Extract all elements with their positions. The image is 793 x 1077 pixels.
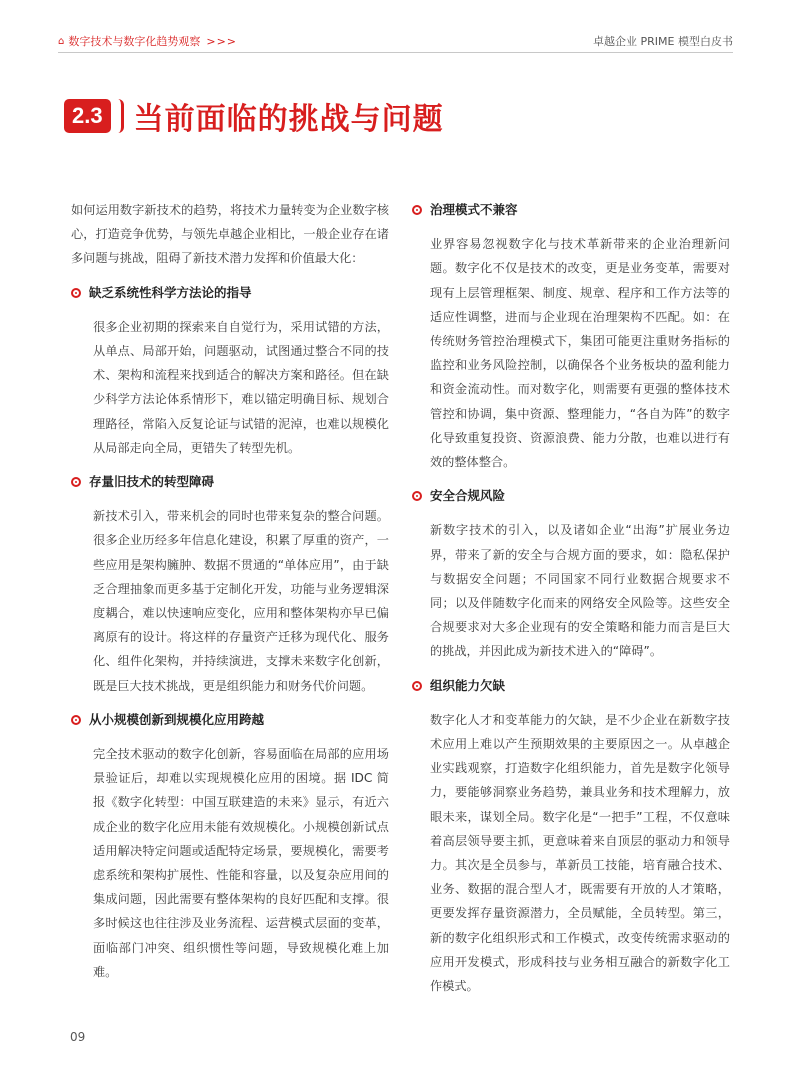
left-column (71, 198, 389, 990)
bullet-icon (71, 715, 81, 725)
item-title: 存量旧技术的转型障碍 (89, 474, 215, 490)
item-title: 从小规模创新到规模化应用跨越 (89, 711, 265, 727)
item-body: 很多企业初期的探索来自自觉行为，采用试错的方法，从单点、局部开始，问题驱动，试图通过整合不同的技术、架构和流程来找到适合的解决方案和路径。但在缺少科学方法论体系情形下，难以锚定明确目标、规划合理路径，常陷入反复论证与试错的泥淖，也难以规模化从局部走向全局，更错失了转型先机。 (93, 319, 389, 455)
item-heading (71, 708, 389, 732)
item-title: 组织能力欠缺 (430, 677, 506, 693)
item-title: 治理模式不兼容 (430, 202, 518, 217)
item-body: 新技术引入，带来机会的同时也带来复杂的整合问题。很多企业历经多年信息化建设，积累了厚重的资产，一些应用是架构臃肿、数据不贯通的“单体应用”，由于缺乏合理抽象而更多基于定制化开发，功能与业务逻辑深度耦合，难以快速响应变化，应用和整体架构亦早已偏离原有的设计。将这样的存量资产迁移为现代化、服务化、组件化架构，并持续演进，支撑未来数字化创新，既是巨大技术挑战，更是组织能力和财务代价问题。 (93, 509, 389, 693)
item-heading (412, 198, 730, 222)
section-number-badge: 2.3 (64, 99, 111, 133)
item-title: 缺乏系统性科学方法论的指导 (89, 284, 252, 300)
bullet-icon (412, 491, 422, 501)
breadcrumb[interactable] (58, 33, 237, 49)
breadcrumb-label: 数字技术与数字化趋势观察 (68, 35, 201, 48)
page-header (58, 30, 733, 53)
item-body: 业界容易忽视数字化与技术革新带来的企业治理新问题。数字化不仅是技术的改变，更是业务变革，需要对现有上层管理框架、制度、规章、程序和工作方法等的适应性调整，进而与企业现在治理架构不匹配。如：在传统财务管控治理模式下，集团可能更注重财务指标的监控和业务风险控制，以确保各个业务板块的盈利能力和资金流动性。而对数字化，则需要有更强的整体技术管控和协调，集中资源、整理能力，“各自为阵”的数字化导致重复投资、资源浪费、能力分散，也难以进行有效的整体整合。 (430, 237, 730, 470)
bullet-icon (71, 477, 81, 487)
bullet-icon (412, 205, 422, 215)
bullet-icon (412, 681, 422, 691)
item-title: 安全合规风险 (430, 488, 506, 504)
item-heading (412, 484, 730, 508)
item-body: 数字化人才和变革能力的欠缺，是不少企业在新数字技术应用上难以产生预期效果的主要原因之一。从卓越企业实践观察，打造数字化组织能力，首先是数字化领导力，要能够洞察业务趋势，兼具业务和技术理解力，放眼未来，谋划全局。数字化是“一把手”工程，不仅意味着高层领导要主抓，更意味着来自顶层的驱动力和领导力。其次是全员参与，革新员工技能，培育融合技术、业务、数据的混合型人才，既需要有开放的人才策略，更要发挥存量资源潜力，全员赋能，全员转型。第三，新的数字化组织形式和工作模式，改变传统需求驱动的应用开发模式，形成科技与业务相互融合的新数字化工作模式。 (430, 712, 730, 994)
item-body: 完全技术驱动的数字化创新，容易面临在局部的应用场景验证后，却难以实现规模化应用的困境。据 IDC 简报《数字化转型：中国互联建造的未来》显示，有近六成企业的数字化应用未能有效规模化。小规模创新试点适用解决特定问题或适配特定场景，要规模化，需要考虑系统和架构扩展性、性能和容量，以及复杂应用间的集成问题，因此需要有整体架构的良好匹配和支撑。很多时候这也往往涉及业务流程、运营模式层面的变革，面临部门冲突、组织惯性等问题，导致规模化难上加难。 (93, 747, 389, 979)
item-heading (412, 674, 730, 698)
home-icon: ⌂ (58, 35, 65, 47)
right-column (412, 198, 730, 1004)
page-number: 09 (70, 1030, 86, 1044)
item-body: 新数字技术的引入，以及诸如企业“出海”扩展业务边界，带来了新的安全与合规方面的要求，如：隐私保护与数据安全问题；不同国家不同行业数据合规要求不同；以及伴随数字化而来的网络安全风险等。这些安全合规要求对大多企业现有的安全策略和能力而言是巨大的挑战，并因此成为新技术进入的“障碍”。 (430, 523, 730, 659)
section-heading (64, 94, 444, 138)
item-heading (71, 281, 389, 305)
item-heading (71, 470, 389, 494)
section-title: 当前面临的挑战与问题 (133, 102, 444, 137)
bracket-divider (117, 99, 124, 133)
intro-paragraph: 如何运用数字新技术的趋势，将技术力量转变为企业数字核心，打造竞争优势，与领先卓越企业相比，一般企业存在诸多问题与挑战，阻碍了新技术潜力发挥和价值最大化： (71, 203, 389, 266)
document-title: 卓越企业 PRIME 模型白皮书 (593, 35, 733, 48)
bullet-icon (71, 288, 81, 298)
breadcrumb-arrows: >>> (206, 34, 238, 48)
